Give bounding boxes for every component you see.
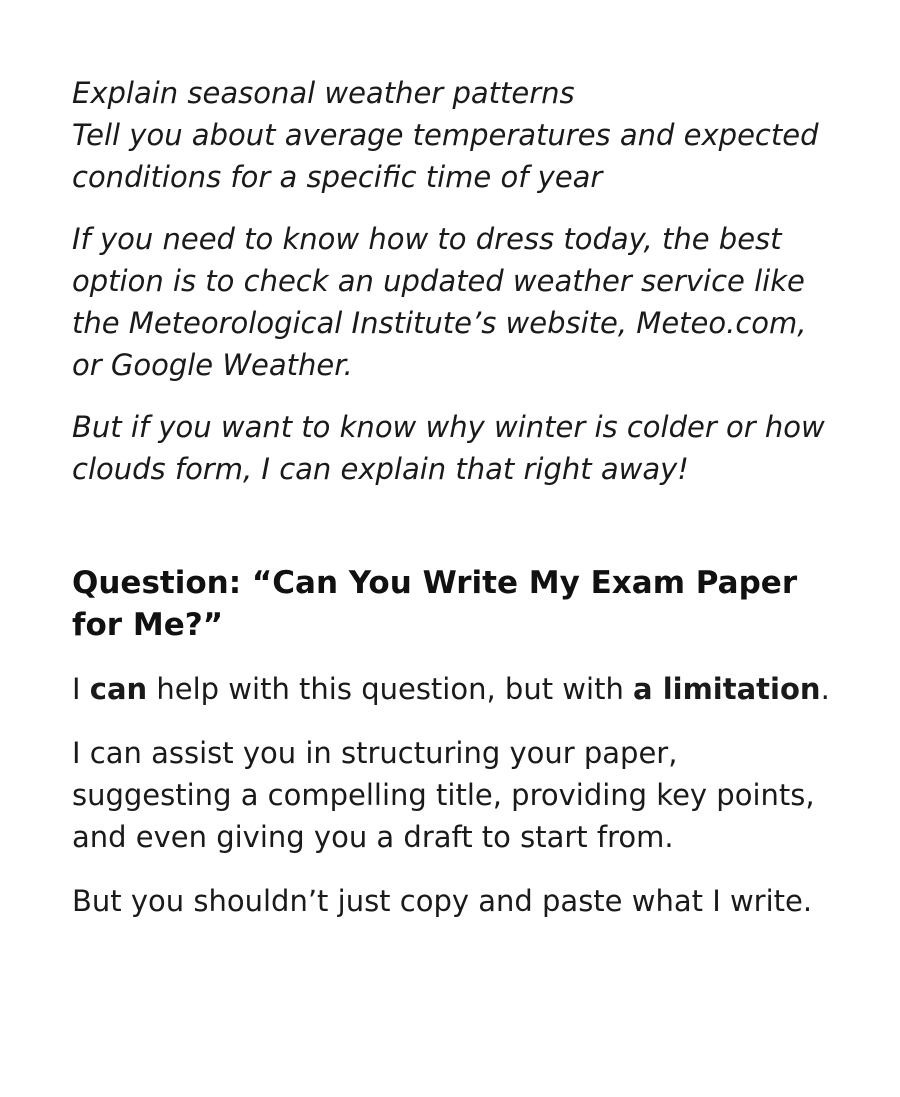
answer-text-end: . bbox=[820, 672, 830, 706]
question-heading: Question: “Can You Write My Exam Paper for Me?” bbox=[72, 565, 798, 643]
document-page bbox=[72, 72, 842, 922]
answer-paragraph-3: But you shouldn’t just copy and paste what I write. bbox=[72, 884, 813, 918]
answer-emphasis-limitation: a limitation bbox=[633, 672, 821, 706]
answer-paragraph-2: I can assist you in structuring your paper, suggesting a compelling title, providing key points, and even giving you a draft to start from. bbox=[72, 736, 815, 854]
answer-text-start: I bbox=[72, 672, 90, 706]
weather-capabilities-list bbox=[72, 72, 842, 198]
capability-seasonal-patterns: Explain seasonal weather patterns bbox=[72, 76, 575, 110]
answer-text-middle: help with this question, but with bbox=[147, 672, 634, 706]
weather-explanation-paragraph: But if you want to know why winter is colder or how clouds form, I can explain that right away! bbox=[72, 410, 825, 486]
answer-emphasis-can: can bbox=[89, 672, 148, 706]
weather-advice-paragraph: If you need to know how to dress today, the best option is to check an updated weather service like the Meteorological Institute’s website, Meteo.com, or Google Weather. bbox=[72, 222, 807, 382]
capability-average-temperatures: Tell you about average temperatures and expected conditions for a specific time of year bbox=[72, 118, 819, 194]
answer-paragraph-1 bbox=[72, 668, 842, 710]
